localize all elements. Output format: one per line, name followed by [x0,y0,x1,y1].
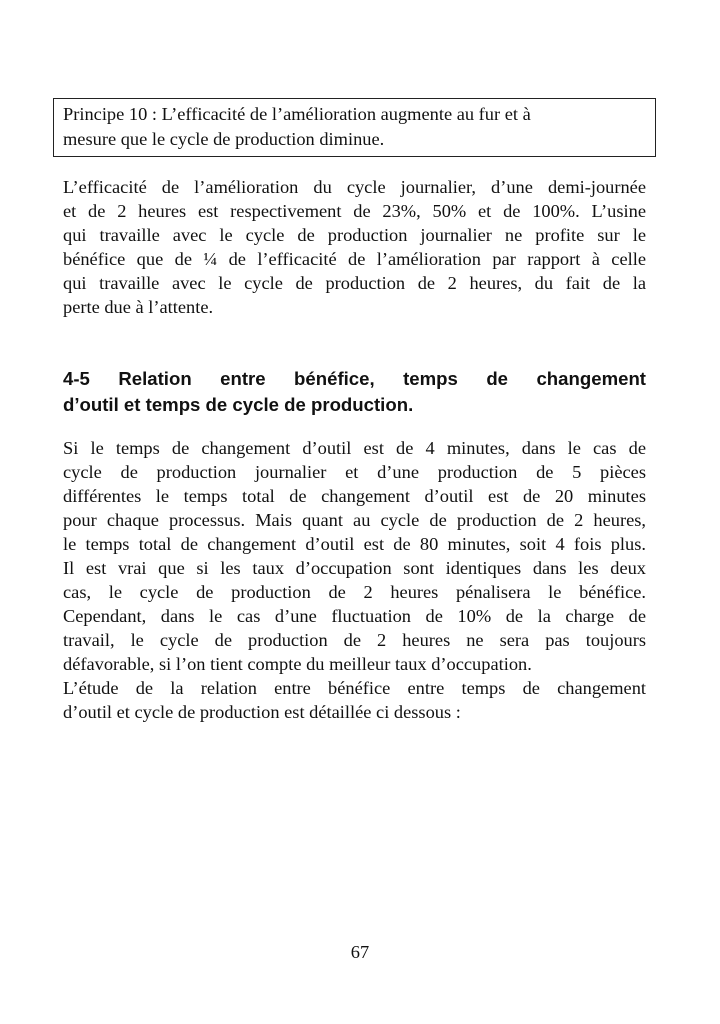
heading-line: 4-5 Relation entre bénéfice, temps de changement [63,368,646,389]
paragraph-line: d’outil et cycle de production est détaillée ci dessous : [63,702,461,722]
section-heading [63,366,646,418]
paragraph-line: qui travaille avec le cycle de production de 2 heures, du fait de la [63,273,646,293]
paragraph-line: travail, le cycle de production de 2 heures ne sera pas toujours [63,630,646,650]
paragraph-line: le temps total de changement d’outil est de 80 minutes, soit 4 fois plus. [63,534,646,554]
principle-line-2: mesure que le cycle de production diminue. [63,129,385,149]
paragraph-line: perte due à l’attente. [63,297,214,317]
paragraph-line: défavorable, si l’on tient compte du meilleur taux d’occupation. [63,654,532,674]
paragraph-line: bénéfice que de ¼ de l’efficacité de l’amélioration par rapport à celle [63,249,646,269]
paragraph-line: L’efficacité de l’amélioration du cycle journalier, d’une demi-journée [63,177,646,197]
page-number: 67 [350,942,370,962]
paragraph-line: cycle de production journalier et d’une production de 5 pièces [63,462,646,482]
paragraph-line: Si le temps de changement d’outil est de 4 minutes, dans le cas de [63,438,646,458]
paragraph-line: Cependant, dans le cas d’une fluctuation de 10% de la charge de [63,606,646,626]
paragraph-tool-change [63,436,646,676]
paragraph-line: L’étude de la relation entre bénéfice entre temps de changement [63,678,646,698]
paragraph-study [63,676,646,724]
paragraph-line: cas, le cycle de production de 2 heures pénalisera le bénéfice. [63,582,646,602]
principle-box [53,98,656,157]
paragraph-line: et de 2 heures est respectivement de 23%, 50% et de 100%. L’usine [63,201,646,221]
paragraph-line: qui travaille avec le cycle de production journalier ne profite sur le [63,225,646,245]
principle-line-1: Principe 10 : L’efficacité de l’amélioration augmente au fur et à [63,104,531,124]
heading-line: d’outil et temps de cycle de production. [63,394,414,415]
paragraph-line: différentes le temps total de changement d’outil est de 20 minutes [63,486,646,506]
paragraph-line: Il est vrai que si les taux d’occupation sont identiques dans les deux [63,558,646,578]
paragraph-line: pour chaque processus. Mais quant au cycle de production de 2 heures, [63,510,646,530]
paragraph-efficiency [63,175,646,319]
